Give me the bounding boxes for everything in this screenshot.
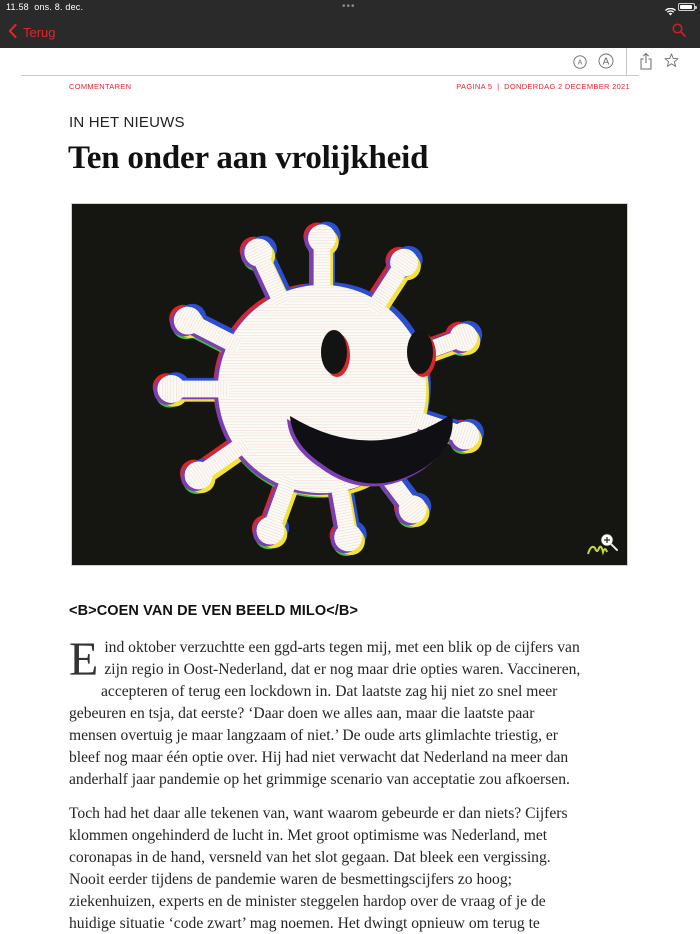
page-meta xyxy=(456,82,630,91)
zoom-in-icon xyxy=(599,532,619,552)
image-zoom-button[interactable] xyxy=(585,534,621,560)
drop-cap: E xyxy=(69,633,99,686)
text-line: bleef nog maar één optie over. Hij had niet verwacht dat Nederland na meer dan xyxy=(69,749,569,766)
top-bar xyxy=(0,0,700,48)
text-line: ziekenhuizen, experts en de minister steggelen hardop over de vraag of je de xyxy=(69,893,546,910)
article-illustration[interactable] xyxy=(71,203,628,566)
text-line: Nooit eerder tijdens de pandemie waren de besmettingscijfers zo hoog; xyxy=(69,871,512,888)
text-line: huidige situatie ‘code zwart’ mag noemen. Het dwingt opnieuw om terug te xyxy=(69,915,540,932)
text-line: anderhalf jaar pandemie op het grimmige scenario van acceptatie zou afkoersen. xyxy=(69,771,570,788)
battery-icon xyxy=(678,3,695,11)
article-kicker: IN HET NIEUWS xyxy=(69,114,185,131)
text-line: klommen ongehinderd de lucht in. Met groot optimisme was Nederland, met xyxy=(69,827,548,844)
meta-separator: | xyxy=(497,82,500,91)
paragraph xyxy=(69,803,639,934)
back-label: Terug xyxy=(23,24,56,40)
svg-text:A: A xyxy=(577,59,583,67)
star-icon[interactable] xyxy=(664,53,679,73)
article-byline: <B>COEN VAN DE VEN BEELD MILO</B> xyxy=(69,603,359,619)
svg-text:A: A xyxy=(602,56,610,68)
text-line: coronapas in de hand, versneld van het slot gegaan. Dat bleek een vergissing. xyxy=(69,849,551,866)
article-headline: Ten onder aan vrolijkheid xyxy=(68,140,429,176)
status-date: ons. 8. dec. xyxy=(34,2,84,12)
search-icon xyxy=(672,24,686,41)
multitasking-dots[interactable]: ••• xyxy=(342,1,356,12)
text-line: zijn regio in Oost-Nederland, dat er nog maar drie opties waren. Vaccineren, xyxy=(104,661,581,678)
back-button[interactable] xyxy=(8,22,56,42)
text-line: accepteren of terug een lockdown in. Dat laatste zag hij niet zo snel meer xyxy=(101,683,558,700)
share-icon[interactable] xyxy=(639,52,653,75)
page-number: PAGINA 5 xyxy=(456,82,493,91)
search-button[interactable] xyxy=(672,23,686,42)
text-line: mensen overtuig je maar langzaam of niet.’ De oude arts glimlachte triestig, er xyxy=(69,727,558,744)
virus-smiley-illustration xyxy=(72,204,628,566)
toolbar-separator xyxy=(626,48,627,75)
publication-date: DONDERDAG 2 DECEMBER 2021 xyxy=(504,82,630,91)
text-line: ind oktober verzuchtte een ggd-arts tegen mij, met een blik op de cijfers van xyxy=(104,639,580,656)
text-line: Toch had het daar alle tekenen van, want waarom gebeurde er dan niets? Cijfers xyxy=(69,805,568,822)
text-size-decrease-icon[interactable] xyxy=(573,55,587,74)
text-size-increase-icon[interactable] xyxy=(598,53,614,74)
status-clock: 11.58 xyxy=(6,2,29,12)
chevron-left-icon xyxy=(8,24,17,41)
wifi-icon xyxy=(665,3,676,21)
section-label: COMMENTAREN xyxy=(69,82,132,91)
text-line: gebeuren en tsja, dat eerste? ‘Daar doen we alles aan, maar die laatste paar xyxy=(69,705,535,722)
paragraph xyxy=(69,633,639,791)
header-divider xyxy=(21,75,639,76)
article-body xyxy=(69,633,639,934)
status-time xyxy=(6,2,83,12)
reader-toolbar xyxy=(0,48,700,75)
